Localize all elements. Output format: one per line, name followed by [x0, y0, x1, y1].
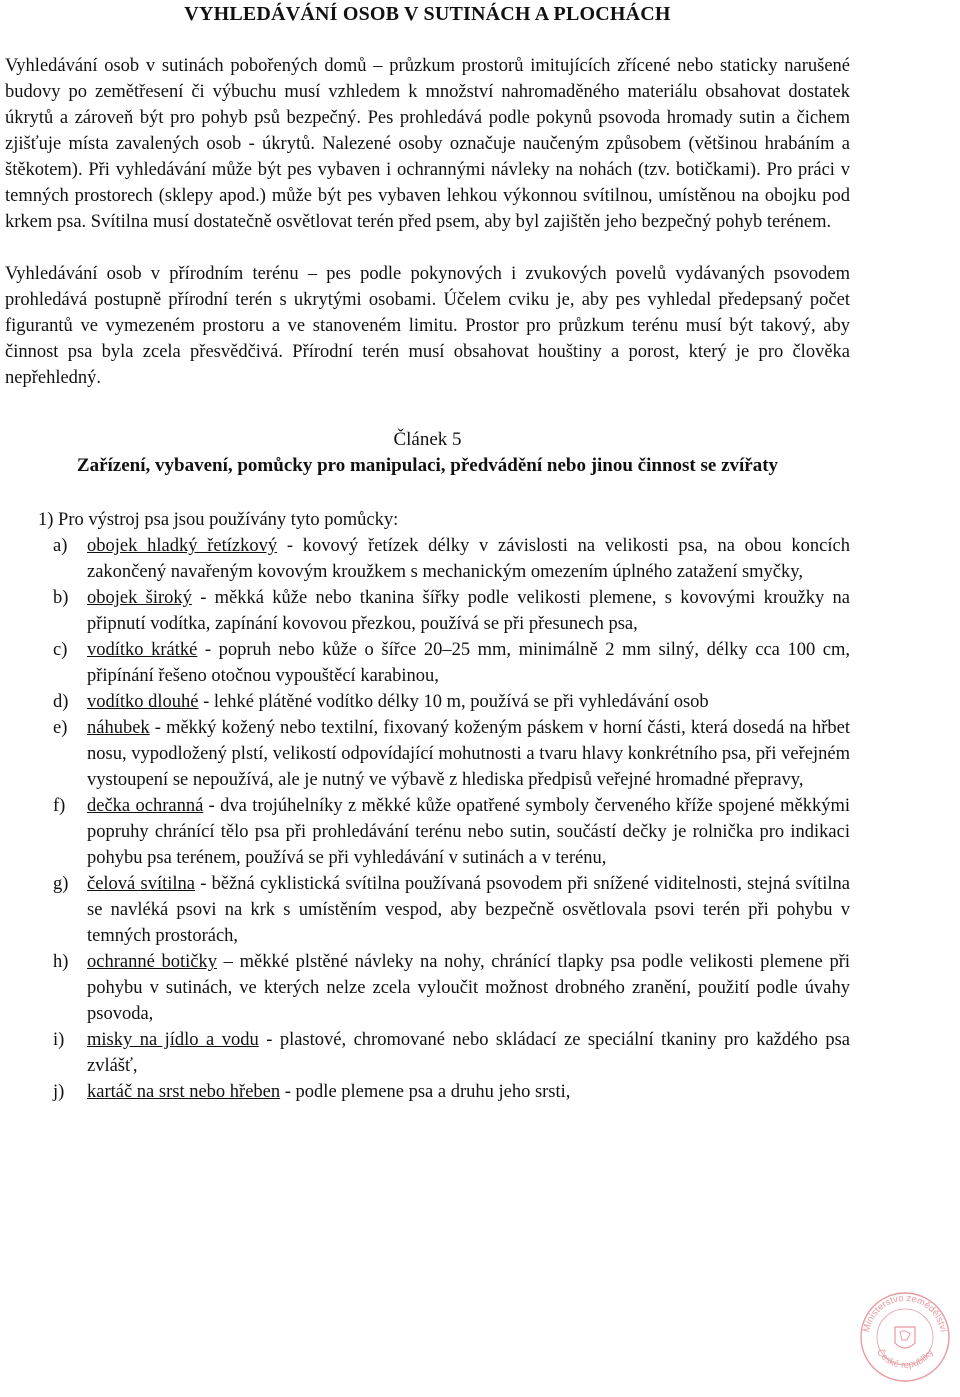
item-term: náhubek: [87, 718, 150, 738]
equipment-item: [5, 533, 850, 585]
ministry-stamp: [855, 1285, 955, 1385]
article-number: Článek 5: [393, 429, 462, 450]
item-description: - měkká kůže nebo tkanina šířky podle velikosti plemene, s kovovými kroužky na připnutí vodítka, zapínání kovovou přezkou, používá se při přesunech psa,: [87, 588, 850, 634]
equipment-item: [5, 715, 850, 793]
equipment-item: [5, 871, 850, 949]
equipment-item: [5, 793, 850, 871]
item-term: misky na jídlo a vodu: [87, 1030, 259, 1050]
document-page: [5, 0, 850, 1105]
stamp-text-top: Ministerstvo zemědělství: [861, 1292, 949, 1334]
paragraph-terrain-search: Vyhledávání osob v přírodním terénu – pes podle pokynových i zvukových povelů vydávaných psovodem prohledává postupně přírodní terén s ukrytými osobami. Účelem cviku je, aby pes vyhledal předepsaný počet figurantů ve vymezeném prostoru a ve stanoveném limitu. Prostor pro průzkum terénu musí být takový, aby činnost psa byla zcela přesvědčivá. Přírodní terén musí obsahovat houštiny a porost, který je pro člověka nepřehledný.: [5, 264, 850, 388]
item-term: dečka ochranná: [87, 796, 204, 816]
equipment-item: [5, 585, 850, 637]
equipment-item: [5, 1027, 850, 1079]
item-description: - měkký kožený nebo textilní, fixovaný koženým páskem v horní části, která dosedá na hřbet nosu, vypodložený plstí, velikostí odpovídající mohutnosti a tvaru hlavy konkrétního psa, při veřejném vystoupení se nepoužívá, ale je nutný ve výbavě z hlediska předpisů veřejné hromadné přepravy,: [87, 718, 850, 790]
item-letter: e): [53, 718, 68, 738]
list-intro: 1) Pro výstroj psa jsou používány tyto pomůcky:: [38, 510, 399, 530]
item-description: - běžná cyklistická svítilna používaná psovodem při snížené viditelnosti, stejná svítilna se navléká psovi na krk s umístěním vespod, aby bezpečně osvětlovala psovi terén při pohybu v temných prostorách,: [87, 874, 850, 946]
item-term: vodítko krátké: [87, 640, 198, 660]
item-letter: d): [53, 692, 69, 712]
document-title: VYHLEDÁVÁNÍ OSOB V SUTINÁCH A PLOCHÁCH: [184, 3, 671, 25]
equipment-item: [5, 689, 850, 715]
item-term: ochranné botičky: [87, 952, 217, 972]
stamp-text-bottom: České republiky: [874, 1347, 936, 1372]
item-description: – měkké plstěné návleky na nohy, chránící tlapky psa podle velikosti plemene při pohybu v sutinách, ve kterých nelze zcela vyloučit možnost drobného zranění, použití podle úvahy psovoda,: [87, 952, 850, 1024]
paragraph-rubble-search: Vyhledávání osob v sutinách pobořených domů – průzkum prostorů imitujících zřícené nebo staticky narušené budovy po zemětřesení či výbuchu musí vzhledem k množství nahromaděného materiálu obsahovat dostatek úkrytů a zároveň být pro pohyb psů bezpečný. Pes prohledává podle pokynů psovoda hromady sutin a čichem zjišťuje místa zavalených osob - úkrytů. Nalezené osoby označuje naučeným způsobem (většinou hrabáním a štěkotem). Při vyhledávání může být pes vybaven i ochrannými návleky na nohách (tzv. botičkami). Pro práci v temných prostorech (sklepy apod.) může být pes vybaven lehkou výkonnou svítilnou, umístěnou na obojku pod krkem psa. Svítilna musí dostatečně osvětlovat terén před psem, aby byl zajištěn jeho bezpečný pohyb terénem.: [5, 56, 850, 232]
item-letter: b): [53, 588, 69, 608]
equipment-item: [5, 637, 850, 689]
item-term: obojek široký: [87, 588, 192, 608]
item-term: čelová svítilna: [87, 874, 195, 894]
svg-text:České republiky: [874, 1347, 936, 1371]
item-term: kartáč na srst nebo hřeben: [87, 1082, 281, 1102]
article-title: Zařízení, vybavení, pomůcky pro manipulaci, předvádění nebo jinou činnost se zvířaty: [76, 455, 779, 476]
item-letter: f): [53, 796, 66, 816]
lion-emblem-icon: [895, 1327, 915, 1348]
item-letter: i): [53, 1030, 65, 1050]
equipment-item: [5, 949, 850, 1027]
item-letter: c): [53, 640, 68, 660]
item-term: vodítko dlouhé: [87, 692, 199, 712]
item-letter: j): [53, 1082, 65, 1102]
item-description: - kovový řetízek délky v závislosti na velikosti psa, na obou koncích zakončený navařeným kovovým kroužkem s mechanickým omezením úplného zatažení smyčky,: [87, 536, 850, 582]
item-description: - podle plemene psa a druhu jeho srsti,: [280, 1082, 571, 1102]
item-description: - dva trojúhelníky z měkké kůže opatřené symboly červeného kříže spojené měkkými popruhy chránící tělo psa při prohledávání terénu nebo sutin, součástí dečky je rolnička pro indikaci pohybu psa terénem, používá se při vyhledávání v sutinách a v terénu,: [87, 796, 850, 868]
equipment-item: [5, 1079, 850, 1105]
item-letter: h): [53, 952, 69, 972]
item-description: - plastové, chromované nebo skládací ze speciální tkaniny pro každého psa zvlášť,: [87, 1030, 850, 1076]
item-letter: a): [53, 536, 68, 556]
item-letter: g): [53, 874, 69, 894]
equipment-list: [5, 533, 850, 1105]
item-description: - popruh nebo kůže o šířce 20–25 mm, minimálně 2 mm silný, délky cca 100 cm, připínání řešeno otočnou vypouštěcí karabinou,: [87, 640, 850, 686]
item-description: - lehké plátěné vodítko délky 10 m, používá se při vyhledávání osob: [198, 692, 709, 712]
item-term: obojek hladký řetízkový: [87, 536, 278, 556]
